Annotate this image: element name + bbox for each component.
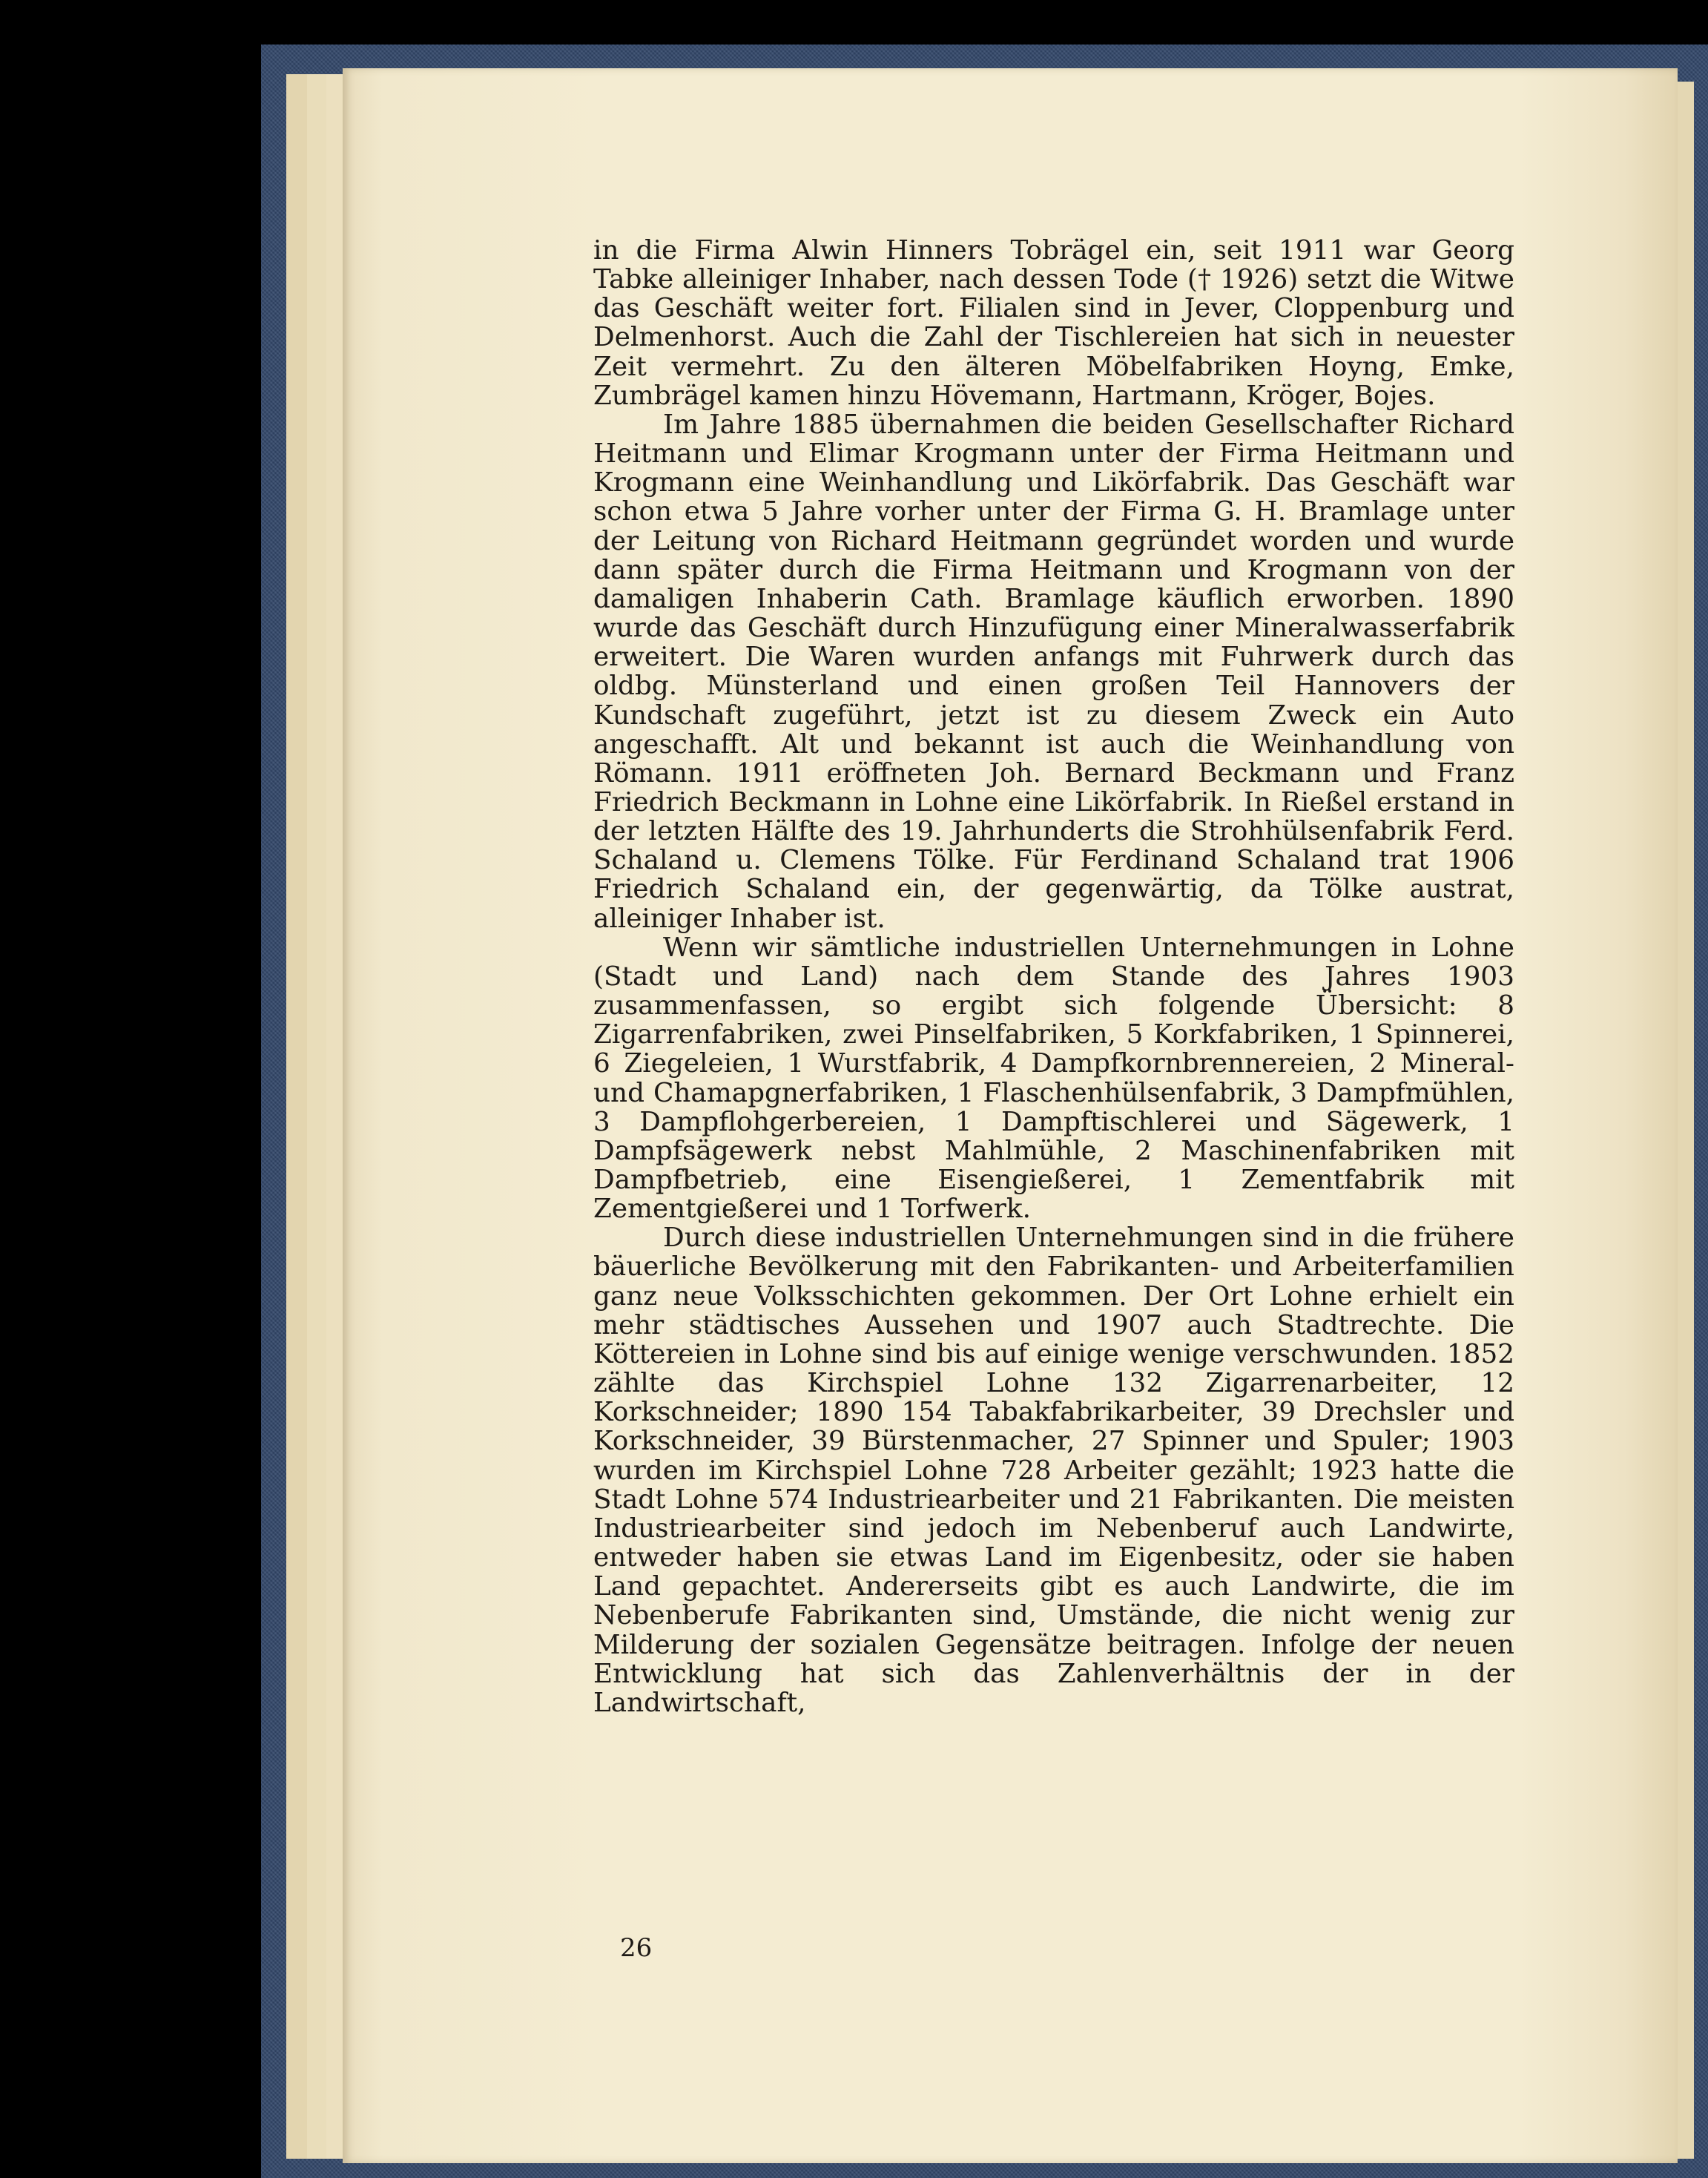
body-text xyxy=(593,236,1514,1717)
page-number: 26 xyxy=(620,1933,653,1963)
page-edge-right xyxy=(1678,82,1694,2159)
paragraph-1: in die Firma Alwin Hinners Tobrägel ein, seit 1911 war Georg Tabke alleiniger Inhaber, nach dessen Tode († 1926) setzt die Witwe das Geschäft weiter fort. Filialen sind in Jever, Cloppenburg und Delmenhorst. Auch die Zahl der Tischlereien hat sich in neuester Zeit vermehrt. Zu den älteren Möbelfabriken Hoyng, Emke, Zumbrägel kamen hinzu Hövemann, Hartmann, Kröger, Bojes. xyxy=(593,235,1514,411)
paragraph-3: Wenn wir sämtliche industriellen Unternehmungen in Lohne (Stadt und Land) nach dem Stande des Jahres 1903 zusammenfassen, so ergibt sich folgende Übersicht: 8 Zigarrenfabriken, zwei Pinselfabriken, 5 Korkfabriken, 1 Spinnerei, 6 Ziegeleien, 1 Wurstfabrik, 4 Dampfkornbrennereien, 2 Mineral- und Chamapgnerfabriken, 1 Flaschenhülsenfabrik, 3 Dampfmühlen, 3 Dampflohgerbereien, 1 Dampftischlerei und Sägewerk, 1 Dampfsägewerk nebst Mahlmühle, 2 Maschinenfabriken mit Dampfbetrieb, eine Eisengießerei, 1 Zementfabrik mit Zementgießerei und 1 Torfwerk. xyxy=(593,932,1514,1225)
paragraph-2: Im Jahre 1885 übernahmen die beiden Gesellschafter Richard Heitmann und Elimar Krogmann unter der Firma Heitmann und Krogmann eine Weinhandlung und Likörfabrik. Das Geschäft war schon etwa 5 Jahre vorher unter der Firma G. H. Bramlage unter der Leitung von Richard Heitmann gegründet worden und wurde dann später durch die Firma Heitmann und Krogmann von der damaligen Inhaberin Cath. Bramlage käuflich erworben. 1890 wurde das Geschäft durch Hinzufügung einer Mineralwasserfabrik erweitert. Die Waren wurden anfangs mit Fuhrwerk durch das oldbg. Münsterland und einen großen Teil Hannovers der Kundschaft zugeführt, jetzt ist zu diesem Zweck ein Auto angeschafft. Alt und bekannt ist auch die Weinhandlung von Römann. 1911 eröffneten Joh. Bernard Beckmann und Franz Friedrich Beckmann in Lohne eine Likörfabrik. In Rießel erstand in der letzten Hälfte des 19. Jahrhunderts die Strohhülsenfabrik Ferd. Schaland u. Clemens Tölke. Für Ferdinand Schaland trat 1906 Friedrich Schaland ein, der gegenwärtig, da Tölke austrat, alleiniger Inhaber ist. xyxy=(593,409,1514,934)
paragraph-4: Durch diese industriellen Unternehmungen sind in die frühere bäuerliche Bevölkerung mit den Fabrikanten- und Arbeiterfamilien ganz neue Volksschichten gekommen. Der Ort Lohne erhielt ein mehr städtisches Aussehen und 1907 auch Stadtrechte. Die Köttereien in Lohne sind bis auf einige wenige verschwunden. 1852 zählte das Kirchspiel Lohne 132 Zigarrenarbeiter, 12 Korkschneider; 1890 154 Tabakfabrikarbeiter, 39 Drechsler und Korkschneider, 39 Bürstenmacher, 27 Spinner und Spuler; 1903 wurden im Kirchspiel Lohne 728 Arbeiter gezählt; 1923 hatte die Stadt Lohne 574 Industriearbeiter und 21 Fabrikanten. Die meisten Industriearbeiter sind jedoch im Nebenberuf auch Landwirte, entweder haben sie etwas Land im Eigenbesitz, oder sie haben Land gepachtet. Andererseits gibt es auch Landwirte, die im Nebenberufe Fabrikanten sind, Umstände, die nicht wenig zur Milderung der sozialen Gegensätze beitragen. Infolge der neuen Entwicklung hat sich das Zahlenverhältnis der in der Landwirtschaft, xyxy=(593,1223,1514,1718)
